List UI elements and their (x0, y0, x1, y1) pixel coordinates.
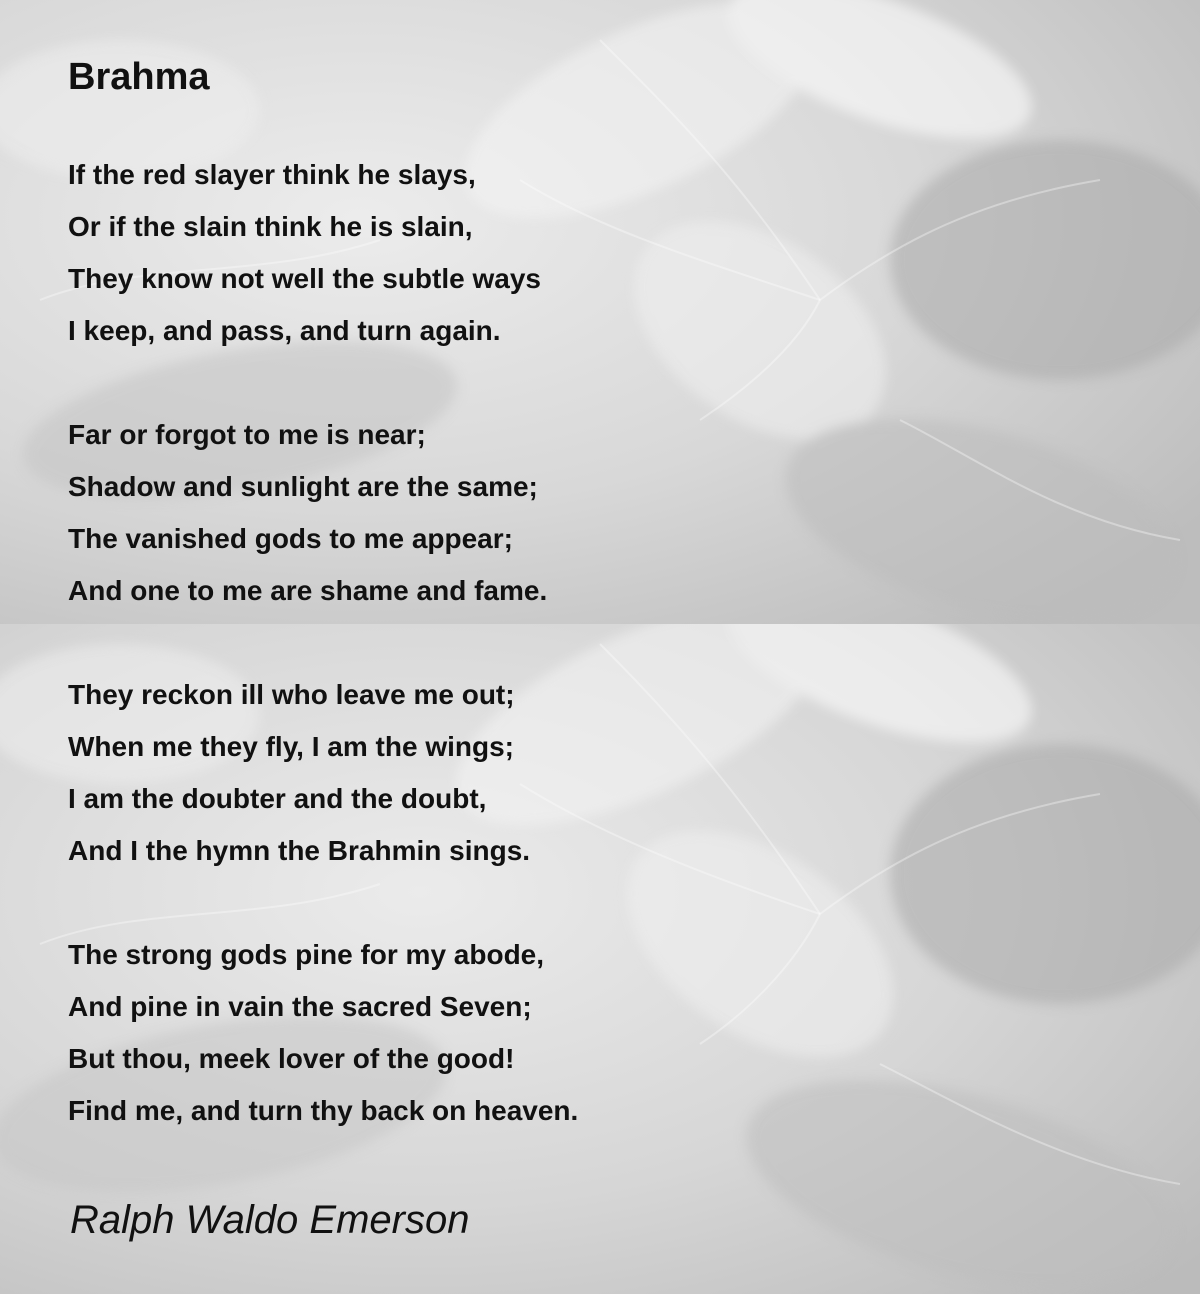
poem-line: But thou, meek lover of the good! (68, 1043, 515, 1074)
poem-line: When me they fly, I am the wings; (68, 731, 514, 762)
poem-line: And I the hymn the Brahmin sings. (68, 835, 531, 866)
poem-line: They reckon ill who leave me out; (68, 679, 515, 710)
poem-line: The vanished gods to me appear; (68, 523, 513, 554)
poem-line: I keep, and pass, and turn again. (68, 315, 501, 346)
poem-line: If the red slayer think he slays, (68, 159, 476, 190)
poem-line: They know not well the subtle ways (68, 263, 541, 294)
poem-line: And one to me are shame and fame. (68, 575, 548, 606)
poem-line: Far or forgot to me is near; (68, 419, 426, 450)
poem-title: Brahma (68, 56, 210, 98)
poem-line: Shadow and sunlight are the same; (68, 471, 538, 502)
poem-author: Ralph Waldo Emerson (70, 1198, 470, 1242)
poem-line: I am the doubter and the doubt, (68, 783, 487, 814)
poem-line: Or if the slain think he is slain, (68, 211, 473, 242)
poem-line: The strong gods pine for my abode, (68, 939, 545, 970)
poem-line: Find me, and turn thy back on heaven. (68, 1095, 579, 1126)
poem-line: And pine in vain the sacred Seven; (68, 991, 532, 1022)
